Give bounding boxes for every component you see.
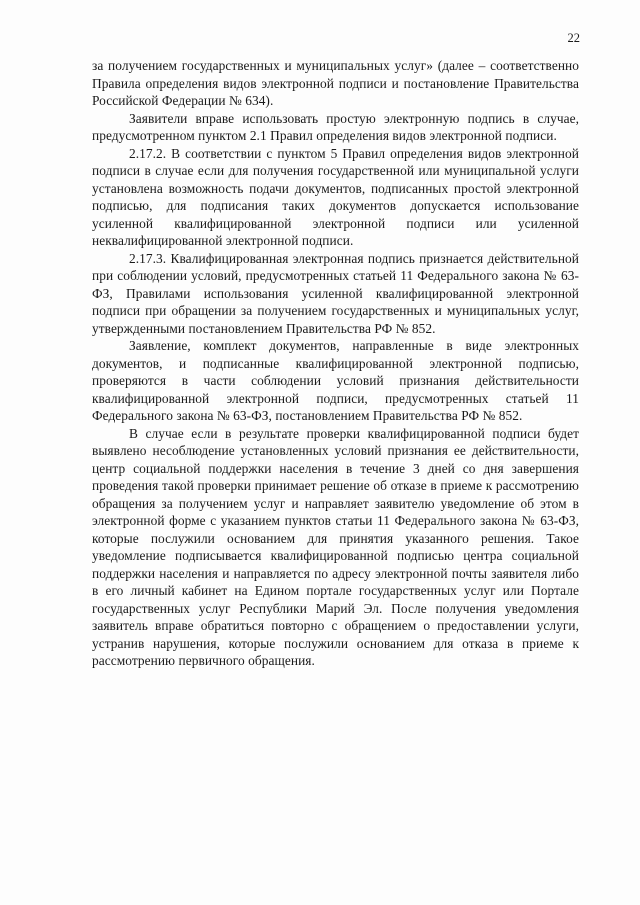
paragraph-2-17-3: 2.17.3. Квалифицированная электронная подпись признается действительной при соблюдении условий, предусмотренных статьей 11 Федерального закона № 63-ФЗ, Правилами использования усиленной квалифицированной электронной подписи при обращении за получением государственных и муниципальных услуг, утвержденными постановлением Правительства РФ № 852. xyxy=(92,250,579,336)
document-body xyxy=(92,57,579,670)
paragraph-continuation: за получением государственных и муниципальных услуг» (далее – соответственно Правила определения видов электронной подписи и постановление Правительства Российской Федерации № 634). xyxy=(92,58,579,108)
page-number: 22 xyxy=(567,31,580,45)
paragraph-refusal-notice: В случае если в результате проверки квалифицированной подписи будет выявлено несоблюдение установленных условий признания ее действительности, центр социальной поддержки населения в течение 3 дней со дня завершения проведения такой проверки принимает решение об отказе в приеме к рассмотрению обращения за получением услуг и направляет заявителю уведомление об этом в электронной форме с указанием пунктов статьи 11 Федерального закона № 63-ФЗ, которые послужили основанием для принятия указанного решения. Такое уведомление подписывается квалифицированной подписью центра социальной поддержки населения и направляется по адресу электронной почты заявителя либо в его личный кабинет на Едином портале государственных услуг или Портале государственных услуг Республики Марий Эл. После получения уведомления заявитель вправе обратиться повторно с обращением о предоставлении услуги, устранив нарушения, которые послужили основанием для отказа в приеме к рассмотрению первичного обращения. xyxy=(92,425,579,668)
paragraph-simple-signature: Заявители вправе использовать простую электронную подпись в случае, предусмотренном пунктом 2.1 Правил определения видов электронной подписи. xyxy=(92,110,579,143)
paragraph-verification: Заявление, комплект документов, направленные в виде электронных документов, и подписанные квалифицированной электронной подписью, проверяются в части соблюдении условий признания действительности квалифицированной электронной подписи, предусмотренных статьей 11 Федерального закона № 63-ФЗ, постановлением Правительства РФ № 852. xyxy=(92,338,579,423)
paragraph-2-17-2: 2.17.2. В соответствии с пунктом 5 Правил определения видов электронной подписи в случае если для получения государственной или муниципальной услуги установлена возможность подачи документов, подписанных простой электронной подписью, для подписания таких документов допускается использование усиленной квалифицированной электронной подписи или усиленной неквалифицированной электронной подписи. xyxy=(92,145,579,248)
